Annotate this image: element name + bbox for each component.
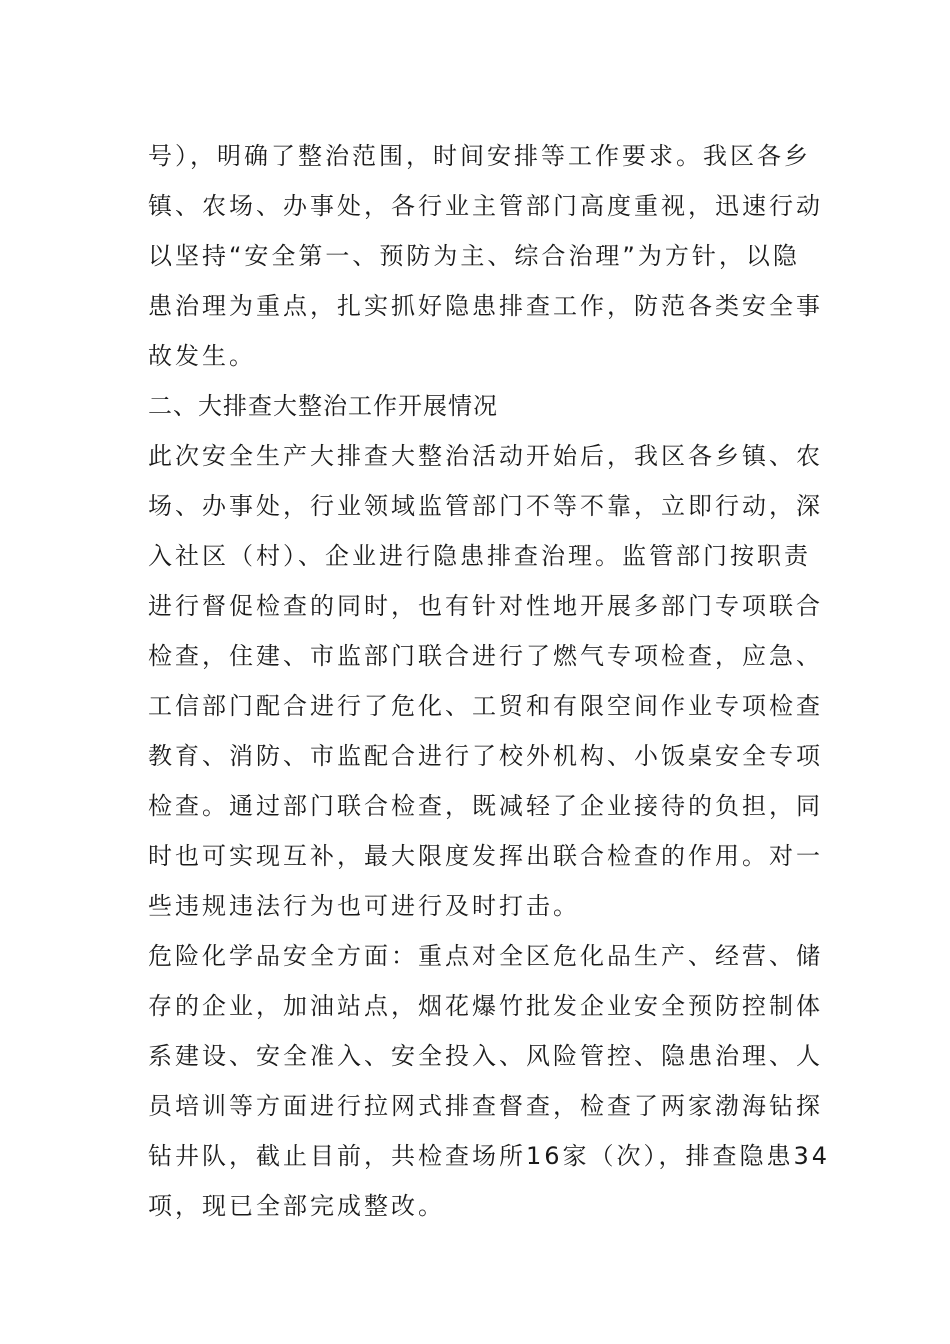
text-line: 患治理为重点，扎实抓好隐患排查工作，防范各类安全事	[148, 292, 823, 320]
text-line: 入社区（村）、企业进行隐患排查治理。监管部门按职责	[148, 542, 811, 570]
text-line: 时也可实现互补，最大限度发挥出联合检查的作用。对一	[148, 842, 823, 870]
text-line: 场、办事处，行业领域监管部门不等不靠，立即行动，深	[148, 492, 823, 520]
text-line: 教育、消防、市监配合进行了校外机构、小饭桌安全专项	[148, 742, 823, 770]
text-line: 以坚持“安全第一、预防为主、综合治理”为方针，以隐	[148, 242, 800, 270]
document-body	[148, 131, 831, 1231]
text-line: 系建设、安全准入、安全投入、风险管控、隐患治理、人	[148, 1042, 823, 1070]
section-heading: 二、大排查大整治工作开展情况	[148, 392, 498, 420]
text-line: 检查，住建、市监部门联合进行了燃气专项检查，应急、	[148, 642, 823, 670]
text-line: 项，现已全部完成整改。	[148, 1192, 445, 1220]
text-line: 工信部门配合进行了危化、工贸和有限空间作业专项检查	[148, 692, 823, 720]
text-line: 钻井队，截止目前，共检查场所16家（次），排查隐患34	[148, 1142, 831, 1170]
text-line: 号），明确了整治范围，时间安排等工作要求。我区各乡	[148, 142, 811, 170]
text-line: 检查。通过部门联合检查，既减轻了企业接待的负担，同	[148, 792, 823, 820]
text-line: 进行督促检查的同时，也有针对性地开展多部门专项联合	[148, 592, 823, 620]
text-line: 危险化学品安全方面：重点对全区危化品生产、经营、储	[148, 942, 823, 970]
text-line: 员培训等方面进行拉网式排查督查，检查了两家渤海钻探	[148, 1092, 823, 1120]
text-line: 镇、农场、办事处，各行业主管部门高度重视，迅速行动	[148, 192, 823, 220]
text-line: 故发生。	[148, 342, 256, 370]
text-line: 些违规违法行为也可进行及时打击。	[148, 892, 580, 920]
text-line: 此次安全生产大排查大整治活动开始后，我区各乡镇、农	[148, 442, 823, 470]
text-line: 存的企业，加油站点，烟花爆竹批发企业安全预防控制体	[148, 992, 823, 1020]
